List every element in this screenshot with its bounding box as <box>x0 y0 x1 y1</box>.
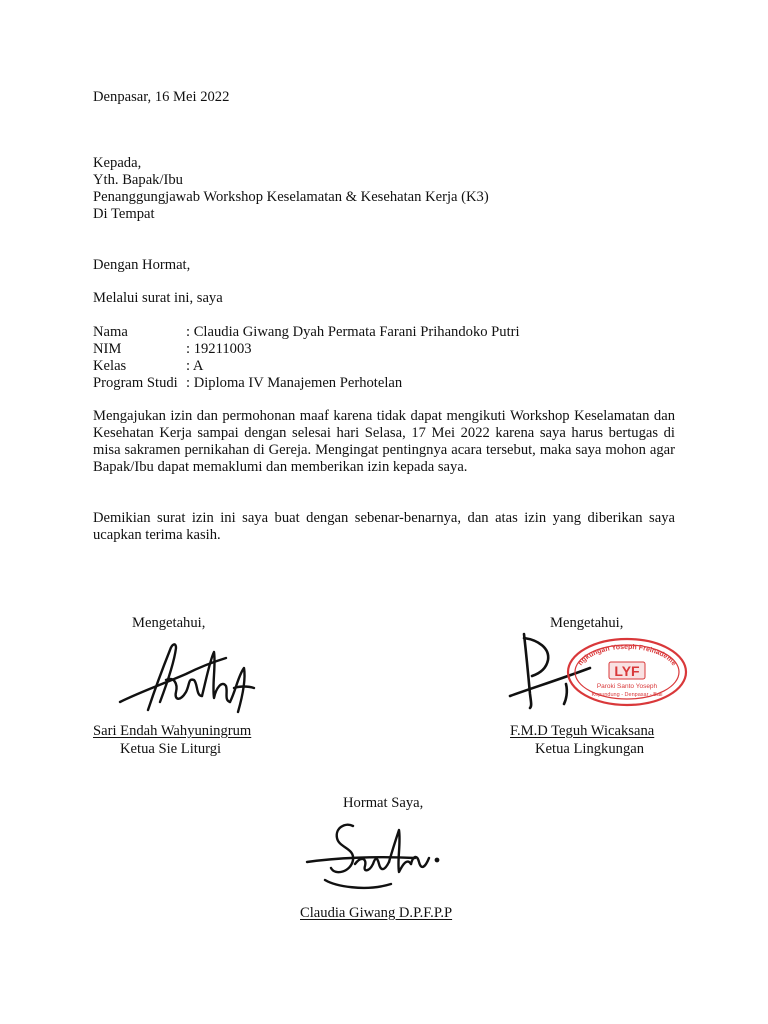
stamp-text-center: LYF <box>614 663 640 679</box>
left-signatory-name: Sari Endah Wahyuningrum <box>93 723 252 739</box>
field-label-program-studi: Program Studi <box>93 375 178 391</box>
left-handwritten-signature <box>118 640 258 720</box>
field-label-kelas: Kelas <box>93 358 127 374</box>
sender-handwritten-signature <box>305 820 445 900</box>
intro-line: Melalui surat ini, saya <box>93 290 223 306</box>
greeting: Dengan Hormat, <box>93 257 191 273</box>
field-value-kelas: : A <box>186 358 204 374</box>
recipient-line: Penanggungjawab Workshop Keselamatan & Kesehatan Kerja (K3) <box>93 189 489 205</box>
church-stamp <box>562 631 689 708</box>
left-signature-heading: Mengetahui, <box>132 615 206 631</box>
stamp-text-bottom-1: Paroki Santo Yoseph <box>596 683 658 690</box>
right-signature-heading: Mengetahui, <box>550 615 624 631</box>
field-value-nim: : 19211003 <box>186 341 252 357</box>
field-label-nama: Nama <box>93 324 128 340</box>
field-value-program-studi: : Diploma IV Manajemen Perhotelan <box>186 375 403 391</box>
sender-name: Claudia Giwang D.P.F.P.P <box>300 905 453 921</box>
recipient-line: Di Tempat <box>93 206 155 222</box>
right-signatory-name: F.M.D Teguh Wicaksana <box>510 723 655 739</box>
body-paragraph: Mengajukan izin dan permohonan maaf karena tidak dapat mengikuti Workshop Keselamatan dan Kesehatan Kerja sampai dengan selesai hari Selasa, 17 Mei 2022 karena saya harus bertugas di misa sakramen pernikahan di Gereja. Mengingat pentingnya acara tersebut, maka saya mohon agar Bapak/Ibu dapat memaklumi dan memberikan izin kepada saya. <box>93 408 675 475</box>
left-signatory-role: Ketua Sie Liturgi <box>120 741 222 757</box>
recipient-line: Kepada, <box>93 155 142 171</box>
right-signatory-role: Ketua Lingkungan <box>535 741 645 757</box>
closing-paragraph: Demikian surat izin ini saya buat dengan sebenar-benarnya, dan atas izin yang diberikan saya ucapkan terima kasih. <box>93 510 675 543</box>
stamp-text-bottom-2: Kepundung - Denpasar - Bali <box>591 692 663 698</box>
stamp-text-top: Lingkungan Yoseph Freinademetz <box>562 631 678 668</box>
field-label-nim: NIM <box>93 341 122 357</box>
field-value-nama: : Claudia Giwang Dyah Permata Farani Prihandoko Putri <box>186 324 520 340</box>
recipient-line: Yth. Bapak/Ibu <box>93 172 183 188</box>
sender-heading: Hormat Saya, <box>343 795 424 811</box>
date-line: Denpasar, 16 Mei 2022 <box>93 89 230 105</box>
